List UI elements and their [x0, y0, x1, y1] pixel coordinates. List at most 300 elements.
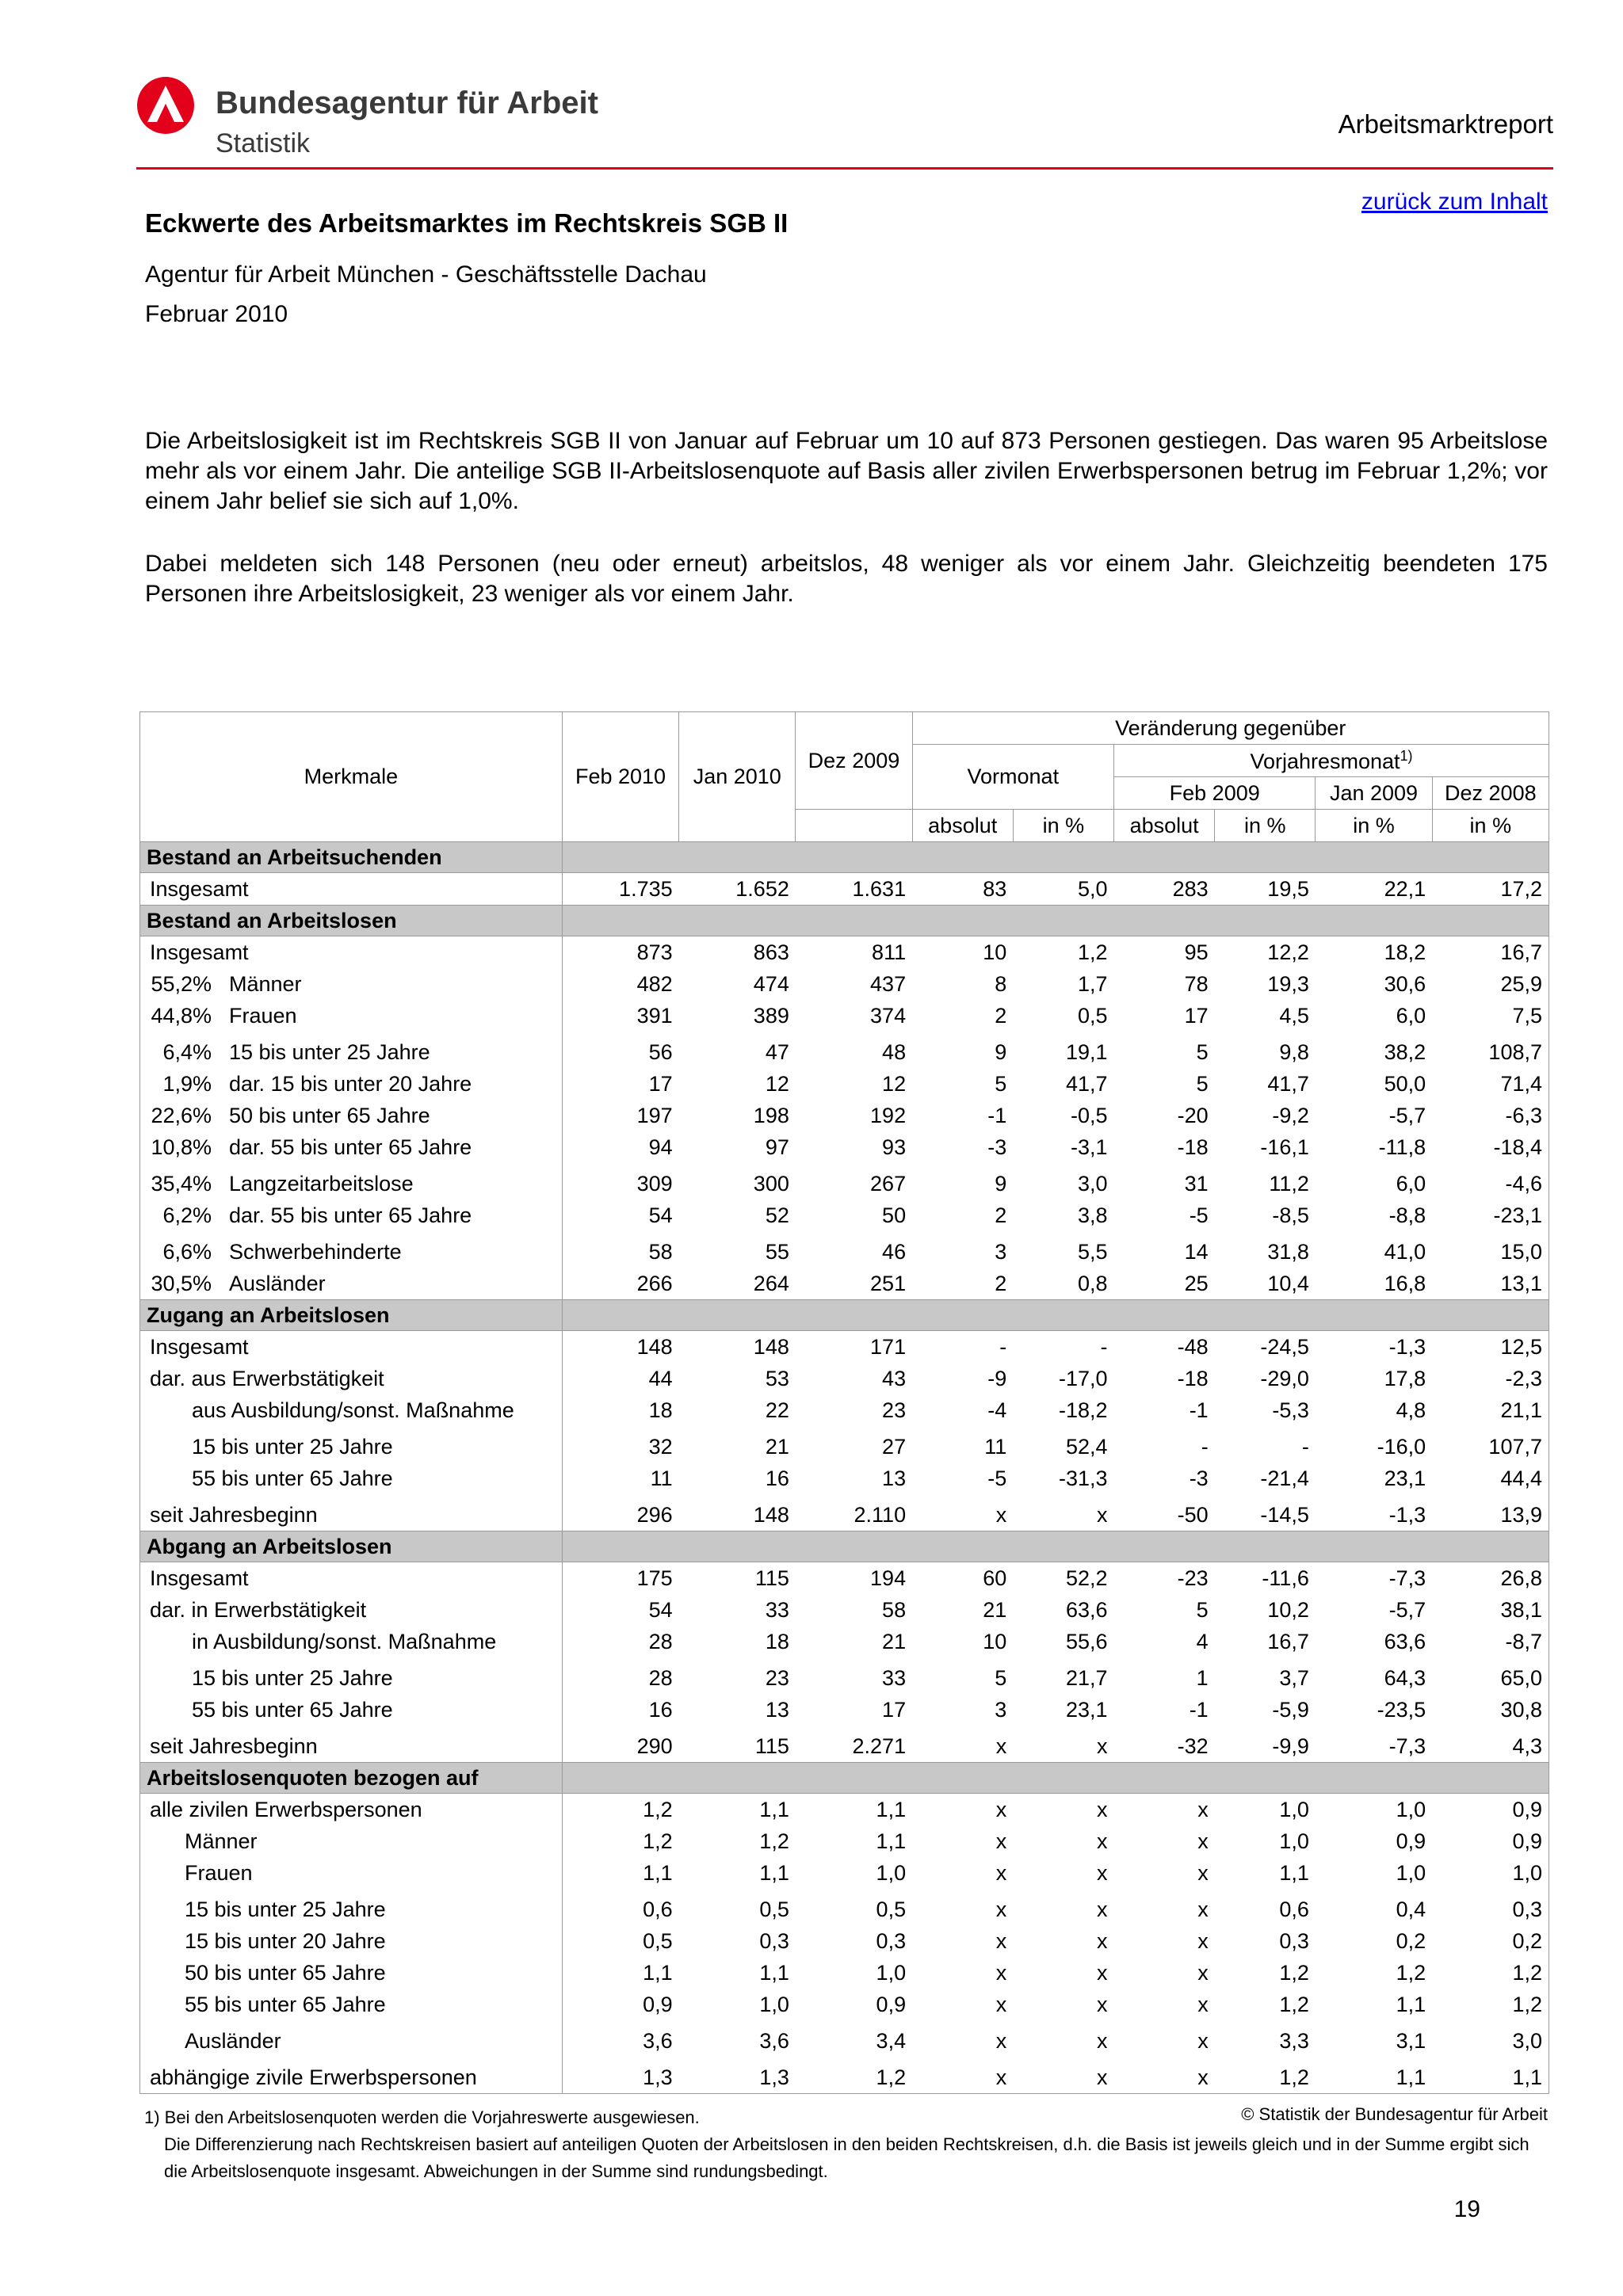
table-cell: 12,5 [1432, 1331, 1549, 1363]
table-cell: 0,3 [759, 1928, 789, 1953]
col-vorjahr-pct: in % [1215, 810, 1316, 842]
table-cell: -29,0 [1260, 1366, 1309, 1390]
table-row [140, 1463, 1549, 1494]
row-label-text: 15 bis unter 20 Jahre [185, 1928, 386, 1953]
section-label: Abgang an Arbeitslosen [140, 1531, 563, 1562]
share-percent: 6,2% [162, 1203, 212, 1227]
table-cell: x [1097, 1829, 1108, 1853]
table-cell: -9 [987, 1366, 1007, 1390]
section-label: Arbeitslosenquoten bezogen auf [140, 1763, 563, 1794]
table-row [140, 1331, 1549, 1363]
table-cell: 10 [983, 1629, 1007, 1653]
table-cell: 1,2 [1396, 1960, 1426, 1985]
row-label-text: 15 bis unter 25 Jahre [192, 1434, 393, 1459]
table-cell: -32 [1177, 1733, 1209, 1758]
table-cell: x [1097, 1960, 1108, 1985]
table-cell: -9,2 [1272, 1103, 1309, 1127]
table-cell: 474 [753, 971, 789, 996]
col-dez2009: Dez 2009 [796, 712, 912, 810]
table-cell: 1,0 [1396, 1797, 1426, 1821]
table-row [140, 1231, 1549, 1268]
row-label [140, 2020, 563, 2057]
table-cell: 12 [882, 1071, 907, 1096]
section-header-row [140, 1531, 1549, 1562]
table-cell: 2.110 [854, 1502, 907, 1527]
table-row [140, 1032, 1549, 1068]
agency-name: Agentur für Arbeit München - Geschäftsstelle Dachau [145, 261, 707, 288]
table-cell: 43 [882, 1366, 907, 1390]
table-cell: -7,3 [1388, 1566, 1426, 1590]
col-jan2010: Jan 2010 [679, 712, 796, 842]
table-cell: 52,4 [1065, 1434, 1108, 1459]
table-cell: 30,6 [1384, 971, 1426, 996]
table-row [140, 2057, 1549, 2094]
table-cell: x [1197, 1960, 1209, 1985]
col-jan2009-pct: in % [1316, 810, 1432, 842]
table-cell: 4,8 [1396, 1398, 1426, 1422]
row-label-text: Frauen [185, 1860, 253, 1885]
row-label-text: Ausländer [185, 2028, 281, 2053]
table-cell: 55,6 [1065, 1629, 1108, 1653]
table-cell: - [1301, 1434, 1309, 1459]
row-label-text: Insgesamt [150, 940, 249, 964]
table-cell: 41,7 [1065, 1071, 1108, 1096]
table-cell: 32 [648, 1434, 673, 1459]
table-cell: 267 [870, 1171, 907, 1196]
table-cell: 148 [753, 1334, 789, 1359]
table-cell: 16 [648, 1697, 673, 1722]
table-row [140, 1100, 1549, 1131]
table-cell: 1,2 [1432, 1989, 1549, 2020]
table-cell: 17 [648, 1071, 673, 1096]
table-cell: 1,2 [1279, 1960, 1309, 1985]
table-cell: -23 [1177, 1566, 1209, 1590]
table-cell: -1 [987, 1103, 1007, 1127]
table-cell: 52 [765, 1203, 789, 1227]
table-cell: x [1114, 2057, 1215, 2094]
table-cell: 21,7 [1065, 1665, 1108, 1690]
table-cell: -20 [1177, 1103, 1209, 1127]
table-cell: 296 [636, 1502, 673, 1527]
table-row [140, 1626, 1549, 1657]
row-label [140, 1268, 563, 1300]
table-row [140, 1562, 1549, 1595]
table-cell: 65,0 [1432, 1657, 1549, 1694]
row-label-text: abhängige zivile Erwerbspersonen [150, 2065, 477, 2089]
table-cell: 38,2 [1384, 1039, 1426, 1064]
table-cell: 21,1 [1432, 1394, 1549, 1426]
table-cell: 1,0 [1396, 1860, 1426, 1885]
table-cell: 94 [648, 1135, 673, 1159]
table-cell: -23,5 [1377, 1697, 1426, 1722]
table-cell: -50 [1177, 1502, 1209, 1527]
table-row [140, 1163, 1549, 1199]
table-cell: x [912, 2057, 1013, 2094]
table-cell: x [1097, 1928, 1108, 1953]
table-cell: 10,2 [1267, 1597, 1309, 1622]
table-cell: 11 [984, 1434, 1007, 1459]
share-percent: 30,5% [151, 1271, 212, 1295]
table-cell: 290 [636, 1733, 673, 1758]
row-label [140, 1626, 563, 1657]
table-cell: 48 [882, 1039, 907, 1064]
row-label-text: 15 bis unter 25 Jahre [185, 1897, 386, 1921]
row-label-text: 15 bis unter 25 Jahre [229, 1039, 430, 1064]
page-number: 19 [1453, 2196, 1480, 2222]
table-cell: 374 [870, 1003, 907, 1028]
col-veraenderung: Veränderung gegenüber [912, 712, 1549, 745]
table-cell: 0,3 [876, 1928, 907, 1953]
section-header-row [140, 1300, 1549, 1331]
section-fill [562, 1300, 1549, 1331]
table-cell: x [1197, 1797, 1209, 1821]
back-to-contents-link[interactable]: zurück zum Inhalt [1361, 189, 1548, 215]
table-cell: 1,1 [1396, 1992, 1426, 2016]
table-cell: 1,1 [1279, 1860, 1309, 1885]
table-row [140, 1694, 1549, 1726]
table-cell: 25 [1184, 1271, 1209, 1295]
table-cell: -3 [1189, 1466, 1209, 1490]
table-cell: 0,5 [643, 1928, 673, 1953]
table-cell: 1,7 [1077, 971, 1108, 996]
row-label [140, 1000, 563, 1032]
table-cell: 9 [995, 1039, 1007, 1064]
row-label [140, 2057, 563, 2094]
table-cell: 58 [882, 1597, 907, 1622]
table-cell: -1 [1189, 1697, 1209, 1722]
table-cell: 1 [1196, 1665, 1209, 1690]
table-cell: 3 [995, 1239, 1007, 1264]
table-cell: 0,5 [876, 1897, 907, 1921]
col-merkmale: Merkmale [140, 712, 563, 842]
table-cell: 2 [995, 1271, 1007, 1295]
row-label [140, 1562, 563, 1595]
table-cell: 1,1 [759, 1860, 789, 1885]
table-cell: 0,9 [1432, 1825, 1549, 1857]
row-label [140, 1657, 563, 1694]
table-cell: 5 [995, 1665, 1007, 1690]
row-label-text: dar. 55 bis unter 65 Jahre [229, 1135, 472, 1159]
row-label [140, 1331, 563, 1363]
col-feb2010: Feb 2010 [562, 712, 678, 842]
table-cell: 16,7 [1432, 936, 1549, 969]
table-cell: 115 [754, 1566, 789, 1590]
table-cell: 389 [753, 1003, 789, 1028]
section-header-row [140, 842, 1549, 873]
row-label [140, 1231, 563, 1268]
row-label-text: 15 bis unter 25 Jahre [192, 1665, 393, 1690]
table-cell: 863 [753, 940, 789, 964]
table-cell: -18 [1177, 1135, 1209, 1159]
table-cell: 17,2 [1432, 873, 1549, 906]
table-cell: 17,8 [1384, 1366, 1426, 1390]
table-row [140, 873, 1549, 906]
table-cell: 3,7 [1279, 1665, 1309, 1690]
table-cell: 192 [870, 1103, 907, 1127]
table-cell: 8 [995, 971, 1007, 996]
table-cell: 97 [765, 1135, 789, 1159]
table-row [140, 2020, 1549, 2057]
table-cell: 13 [765, 1697, 789, 1722]
table-row [140, 1857, 1549, 1889]
table-cell: -18 [1177, 1366, 1209, 1390]
table-cell: 41,0 [1384, 1239, 1426, 1264]
table-cell: -5,9 [1272, 1697, 1309, 1722]
table-cell: 33 [765, 1597, 789, 1622]
summary-paragraph-1: Die Arbeitslosigkeit ist im Rechtskreis SGB II von Januar auf Februar um 10 auf 873 Personen gestiegen. Das waren 95 Arbeitslose mehr als vor einem Jahr. Die anteilige SGB II-Arbeitslosenquote auf Basis aller zivilen Erwerbspersonen betrug im Februar 1,2%; vor einem Jahr belief sie sich auf 1,0%. [145, 428, 1548, 514]
table-cell: -5 [1189, 1203, 1209, 1227]
col-feb2009: Feb 2009 [1114, 777, 1316, 810]
row-label-text: Ausländer [229, 1271, 326, 1295]
table-cell: 83 [983, 876, 1007, 901]
table-cell: 2 [995, 1003, 1007, 1028]
table-row [140, 1726, 1549, 1763]
row-label-text: Frauen [229, 1003, 297, 1028]
table-cell: 11 [650, 1466, 673, 1490]
section-fill [562, 1763, 1549, 1794]
table-cell: -23,1 [1432, 1199, 1549, 1231]
table-cell: 16,8 [1384, 1271, 1426, 1295]
table-cell: 58 [648, 1239, 673, 1264]
table-cell: -3 [987, 1135, 1007, 1159]
table-cell: x [1197, 1860, 1209, 1885]
table-cell: -9,9 [1272, 1733, 1309, 1758]
summary-paragraph-2: Dabei meldeten sich 148 Personen (neu oder erneut) arbeitslos, 48 weniger als vor einem Jahr. Gleichzeitig beendeten 175 Personen ihre Arbeitslosigkeit, 23 weniger als vor einem Jahr. [145, 551, 1548, 607]
row-label-text: in Ausbildung/sonst. Maßnahme [192, 1629, 497, 1653]
table-header [140, 712, 1549, 842]
table-cell: 300 [753, 1171, 789, 1196]
table-cell: -7,3 [1388, 1733, 1426, 1758]
table-cell: 23,1 [1384, 1466, 1426, 1490]
footnote-1: 1) Bei den Arbeitslosenquoten werden die Vorjahreswerte ausgewiesen. [144, 2107, 700, 2127]
table-cell: 4 [1196, 1629, 1209, 1653]
col-dez2008: Dez 2008 [1432, 777, 1549, 810]
table-cell: 0,3 [1432, 1889, 1549, 1925]
table-cell: 1,3 [562, 2057, 678, 2094]
row-label-text: Männer [185, 1829, 258, 1853]
table-cell: -4,6 [1432, 1163, 1549, 1199]
table-cell: 63,6 [1065, 1597, 1108, 1622]
row-label [140, 1463, 563, 1494]
table-cell: 3,0 [1432, 2020, 1549, 2057]
table-cell: 14 [1184, 1239, 1209, 1264]
row-label [140, 1363, 563, 1394]
row-label [140, 1131, 563, 1163]
table-cell: 18,2 [1384, 940, 1426, 964]
table-cell: -5,3 [1272, 1398, 1309, 1422]
table-cell: 1,2 [759, 1829, 789, 1853]
table-cell: 0,6 [1279, 1897, 1309, 1921]
org-subtitle: Statistik [216, 128, 311, 158]
table-cell: 0,9 [643, 1992, 673, 2016]
table-cell: 30,8 [1432, 1694, 1549, 1726]
table-cell: 5,0 [1077, 876, 1108, 901]
row-label [140, 1594, 563, 1626]
table-cell: 12 [765, 1071, 789, 1096]
table-cell: 31 [1184, 1171, 1209, 1196]
table-cell: x [1097, 2028, 1108, 2053]
table-cell: 1,2 [1279, 1992, 1309, 2016]
org-name: Bundesagentur für Arbeit [216, 86, 598, 120]
table-row [140, 1925, 1549, 1957]
table-cell: 0,5 [1077, 1003, 1108, 1028]
table-cell: -11,6 [1262, 1566, 1309, 1590]
table-cell: 1,0 [876, 1960, 907, 1985]
table-cell: 44,4 [1432, 1463, 1549, 1494]
table-cell: 5 [1196, 1071, 1209, 1096]
table-cell: 811 [872, 940, 907, 964]
table-cell: 1,1 [876, 1797, 907, 1821]
table-cell: 1,0 [1279, 1829, 1309, 1853]
row-label [140, 873, 563, 906]
table-cell: 52,2 [1065, 1566, 1108, 1590]
table-row [140, 1000, 1549, 1032]
section-label: Bestand an Arbeitslosen [140, 906, 563, 936]
row-label [140, 1394, 563, 1426]
report-period: Februar 2010 [145, 301, 288, 327]
table-cell: 108,7 [1432, 1032, 1549, 1068]
table-cell: 1,0 [1279, 1797, 1309, 1821]
table-row [140, 1268, 1549, 1300]
col-vorjahr-absolut: absolut [1114, 810, 1215, 842]
table-row [140, 1394, 1549, 1426]
row-label [140, 1199, 563, 1231]
table-cell: x [995, 1860, 1007, 1885]
row-label [140, 968, 563, 1000]
table-cell: 107,7 [1432, 1426, 1549, 1463]
table-cell: 1,0 [1432, 1857, 1549, 1889]
table-cell: -11,8 [1378, 1135, 1426, 1159]
table-cell: 12,2 [1267, 940, 1309, 964]
table-cell: 93 [882, 1135, 907, 1159]
table-cell: 1,2 [1432, 1957, 1549, 1989]
table-cell: 6,0 [1396, 1171, 1426, 1196]
row-label-text: Insgesamt [150, 1566, 249, 1590]
table-cell: 4,5 [1279, 1003, 1309, 1028]
table-cell: 482 [636, 971, 673, 996]
table-cell: 0,3 [1279, 1928, 1309, 1953]
table-cell: 13 [882, 1466, 907, 1490]
col-dez2008-pct: in % [1432, 810, 1549, 842]
table-cell: 2.271 [852, 1733, 907, 1758]
table-cell: 31,8 [1267, 1239, 1309, 1264]
row-label [140, 1794, 563, 1826]
table-cell: 175 [636, 1566, 673, 1590]
ba-logo-icon [136, 76, 195, 135]
table-cell: x [995, 1502, 1007, 1527]
table-cell: 5 [1196, 1597, 1209, 1622]
table-cell: 78 [1184, 971, 1209, 996]
table-cell: 6,0 [1396, 1003, 1426, 1028]
table-cell: 0,2 [1432, 1925, 1549, 1957]
col-dez2009-cont [796, 810, 912, 842]
table-cell: x [995, 1928, 1007, 1953]
table-cell: 1,1 [876, 1829, 907, 1853]
table-row [140, 968, 1549, 1000]
table-cell: 0,6 [643, 1897, 673, 1921]
table-cell: x [1197, 1992, 1209, 2016]
table-cell: 9,8 [1279, 1039, 1309, 1064]
table-cell: -3,1 [1070, 1135, 1108, 1159]
table-cell: 251 [870, 1271, 907, 1295]
table-cell: - [1100, 1334, 1108, 1359]
table-cell: -31,3 [1058, 1466, 1108, 1490]
table-cell: 11,2 [1269, 1171, 1309, 1196]
footnote-2: Die Differenzierung nach Rechtskreisen basiert auf anteiligen Quoten der Arbeitslosen in den beiden Rechtskreisen, d.h. die Basis ist jeweils gleich und in der Summe ergibt sich die Arbeitslosenquote insgesamt. Abweichungen in der Summe sind rundungsbedingt. [164, 2134, 1529, 2181]
table-cell: 1,2 [643, 1797, 673, 1821]
table-cell: -21,4 [1260, 1466, 1309, 1490]
table-cell: 1,3 [679, 2057, 796, 2094]
table-cell: 21 [882, 1629, 907, 1653]
row-label-text: seit Jahresbeginn [150, 1733, 318, 1758]
table-cell: 7,5 [1432, 1000, 1549, 1032]
table-cell: 3,0 [1077, 1171, 1108, 1196]
table-cell: 1,1 [759, 1797, 789, 1821]
table-cell: x [1197, 2028, 1209, 2053]
row-label-text: aus Ausbildung/sonst. Maßnahme [192, 1398, 514, 1422]
table-cell: 1,1 [643, 1960, 673, 1985]
table-cell: 1,1 [759, 1960, 789, 1985]
row-label [140, 1426, 563, 1463]
table-cell: 23 [765, 1665, 789, 1690]
section-fill [562, 1531, 1549, 1562]
table-cell: -17,0 [1058, 1366, 1108, 1390]
col-vormonat: Vormonat [912, 745, 1113, 810]
table-cell: -2,3 [1432, 1363, 1549, 1394]
row-label-text: Langzeitarbeitslose [229, 1171, 414, 1196]
section-label: Bestand an Arbeitsuchenden [140, 842, 563, 873]
row-label [140, 1163, 563, 1199]
table-cell: -5,7 [1388, 1597, 1426, 1622]
table-cell: x [995, 1733, 1007, 1758]
table-cell: 3,1 [1396, 2028, 1426, 2053]
section-fill [562, 842, 1549, 873]
table-cell: 3,6 [759, 2028, 789, 2053]
section-label: Zugang an Arbeitslosen [140, 1300, 563, 1331]
table-cell: -5,7 [1388, 1103, 1426, 1127]
col-vormonat-pct: in % [1013, 810, 1113, 842]
table-cell: 41,7 [1267, 1071, 1309, 1096]
row-label-text: dar. aus Erwerbstätigkeit [150, 1366, 384, 1390]
table-cell: 5,5 [1077, 1239, 1108, 1264]
table-cell: 1,1 [1432, 2057, 1549, 2094]
table-cell: 0,9 [876, 1992, 907, 2016]
table-cell: -4 [987, 1398, 1007, 1422]
table-cell: 26,8 [1432, 1562, 1549, 1595]
table-cell: x [1097, 1502, 1108, 1527]
table-cell: 21 [983, 1597, 1007, 1622]
table-row [140, 1199, 1549, 1231]
table-cell: 115 [754, 1733, 789, 1758]
table-cell: 54 [648, 1597, 673, 1622]
labor-market-table [139, 711, 1549, 2094]
table-cell: 2 [995, 1203, 1007, 1227]
table-cell: -24,5 [1260, 1334, 1309, 1359]
table-cell: 17 [882, 1697, 907, 1722]
col-vormonat-absolut: absolut [912, 810, 1013, 842]
table-cell: -48 [1177, 1334, 1209, 1359]
table-cell: 1.735 [619, 876, 673, 901]
table-cell: 38,1 [1432, 1594, 1549, 1626]
table-cell: 95 [1184, 940, 1209, 964]
row-label [140, 1100, 563, 1131]
table-cell: 1,0 [876, 1860, 907, 1885]
table-cell: 22 [765, 1398, 789, 1422]
table-cell: 13,1 [1432, 1268, 1549, 1300]
table-cell: 264 [753, 1271, 789, 1295]
table-row [140, 1494, 1549, 1531]
row-label-text: Insgesamt [150, 1334, 249, 1359]
